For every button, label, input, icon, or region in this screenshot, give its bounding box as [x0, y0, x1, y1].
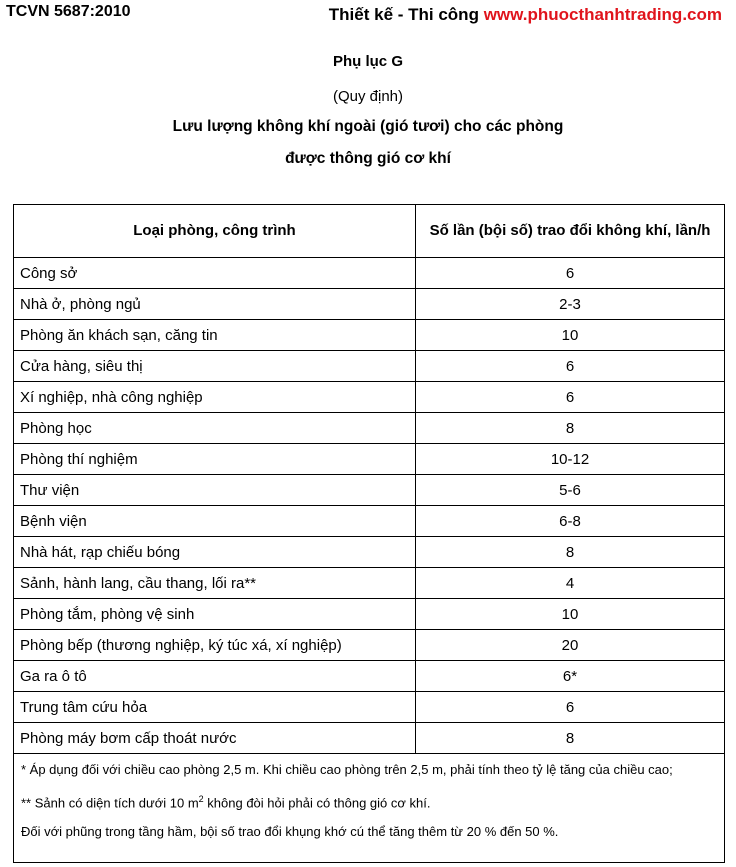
exchange-rate-cell: 4 [416, 568, 725, 599]
table-row [14, 382, 725, 413]
column-header-room-type: Loại phòng, công trình [14, 205, 416, 258]
table-row [14, 661, 725, 692]
exchange-rate-cell: 6 [416, 692, 725, 723]
footnote-lobby-text: ** Sảnh có diện tích dưới 10 m [21, 795, 199, 811]
room-type-cell: Phòng bếp (thương nghiệp, ký túc xá, xí nghiệp) [14, 630, 416, 661]
room-type-cell: Trung tâm cứu hỏa [14, 692, 416, 723]
footnotes [13, 753, 725, 863]
table-row [14, 413, 725, 444]
exchange-rate-cell: 5-6 [416, 475, 725, 506]
table-row [14, 630, 725, 661]
exchange-rate-cell: 6 [416, 382, 725, 413]
room-type-cell: Phòng ăn khách sạn, căng tin [14, 320, 416, 351]
air-exchange-table [13, 204, 725, 754]
appendix-label: Phụ lục G [332, 53, 403, 70]
table-row [14, 599, 725, 630]
room-type-cell: Phòng thí nghiệm [14, 444, 416, 475]
footnote-height: * Áp dụng đối với chiều cao phòng 2,5 m. Khi chiều cao phòng trên 2,5 m, phải tính theo tỷ lệ tăng của chiều cao; [21, 762, 673, 777]
brand-text: Thiết kế - Thi công [328, 5, 484, 24]
table-row [14, 692, 725, 723]
exchange-rate-cell: 2-3 [416, 289, 725, 320]
room-type-cell: Ga ra ô tô [14, 661, 416, 692]
table-row [14, 537, 725, 568]
standard-code: TCVN 5687:2010 [6, 3, 131, 20]
room-type-cell: Công sở [14, 258, 416, 289]
page-title-line-1: Lưu lượng không khí ngoài (gió tươi) cho các phòng [172, 118, 564, 135]
table-header-row [14, 205, 725, 258]
room-type-cell: Sảnh, hành lang, cầu thang, lối ra** [14, 568, 416, 599]
exchange-rate-cell: 6-8 [416, 506, 725, 537]
brand-url[interactable]: www.phuocthanhtrading.com [483, 5, 722, 24]
table-row [14, 444, 725, 475]
room-type-cell: Phòng học [14, 413, 416, 444]
brand-banner [329, 5, 722, 25]
room-type-cell: Phòng máy bơm cấp thoát nước [14, 723, 416, 754]
table-row [14, 475, 725, 506]
table-row [14, 351, 725, 382]
exchange-rate-cell: 10-12 [416, 444, 725, 475]
exchange-rate-cell: 6* [416, 661, 725, 692]
exchange-rate-cell: 10 [416, 599, 725, 630]
room-type-cell: Phòng tắm, phòng vệ sinh [14, 599, 416, 630]
footnote-lobby-superscript: 2 [198, 794, 204, 804]
footnote-lobby [21, 789, 717, 813]
room-type-cell: Nhà ở, phòng ngủ [14, 289, 416, 320]
room-type-cell: Bệnh viện [14, 506, 416, 537]
page-title-line-2: được thông gió cơ khí [285, 150, 451, 167]
room-type-cell: Thư viện [14, 475, 416, 506]
exchange-rate-cell: 8 [416, 723, 725, 754]
room-type-cell: Xí nghiệp, nhà công nghiệp [14, 382, 416, 413]
table-row [14, 289, 725, 320]
table-row [14, 506, 725, 537]
exchange-rate-cell: 20 [416, 630, 725, 661]
table-row [14, 320, 725, 351]
room-type-cell: Nhà hát, rạp chiếu bóng [14, 537, 416, 568]
table-row [14, 723, 725, 754]
table-body [14, 258, 725, 754]
footnote-lobby-text-end: không đòi hỏi phải có thông gió cơ khí. [203, 795, 431, 811]
exchange-rate-cell: 8 [416, 413, 725, 444]
column-header-exchange-rate: Số lần (bội số) trao đổi không khí, lần/h [416, 205, 725, 258]
exchange-rate-cell: 10 [416, 320, 725, 351]
normative-label: (Quy định) [332, 88, 404, 105]
exchange-rate-cell: 8 [416, 537, 725, 568]
footnote-basement: Đối với phũng trong tầng hầm, bội số trao đổi khụng khớ cú thể tăng thêm từ 20 % đến 50 %. [21, 824, 559, 840]
exchange-rate-cell: 6 [416, 351, 725, 382]
room-type-cell: Cửa hàng, siêu thị [14, 351, 416, 382]
exchange-rate-cell: 6 [416, 258, 725, 289]
table-row [14, 258, 725, 289]
table-row [14, 568, 725, 599]
